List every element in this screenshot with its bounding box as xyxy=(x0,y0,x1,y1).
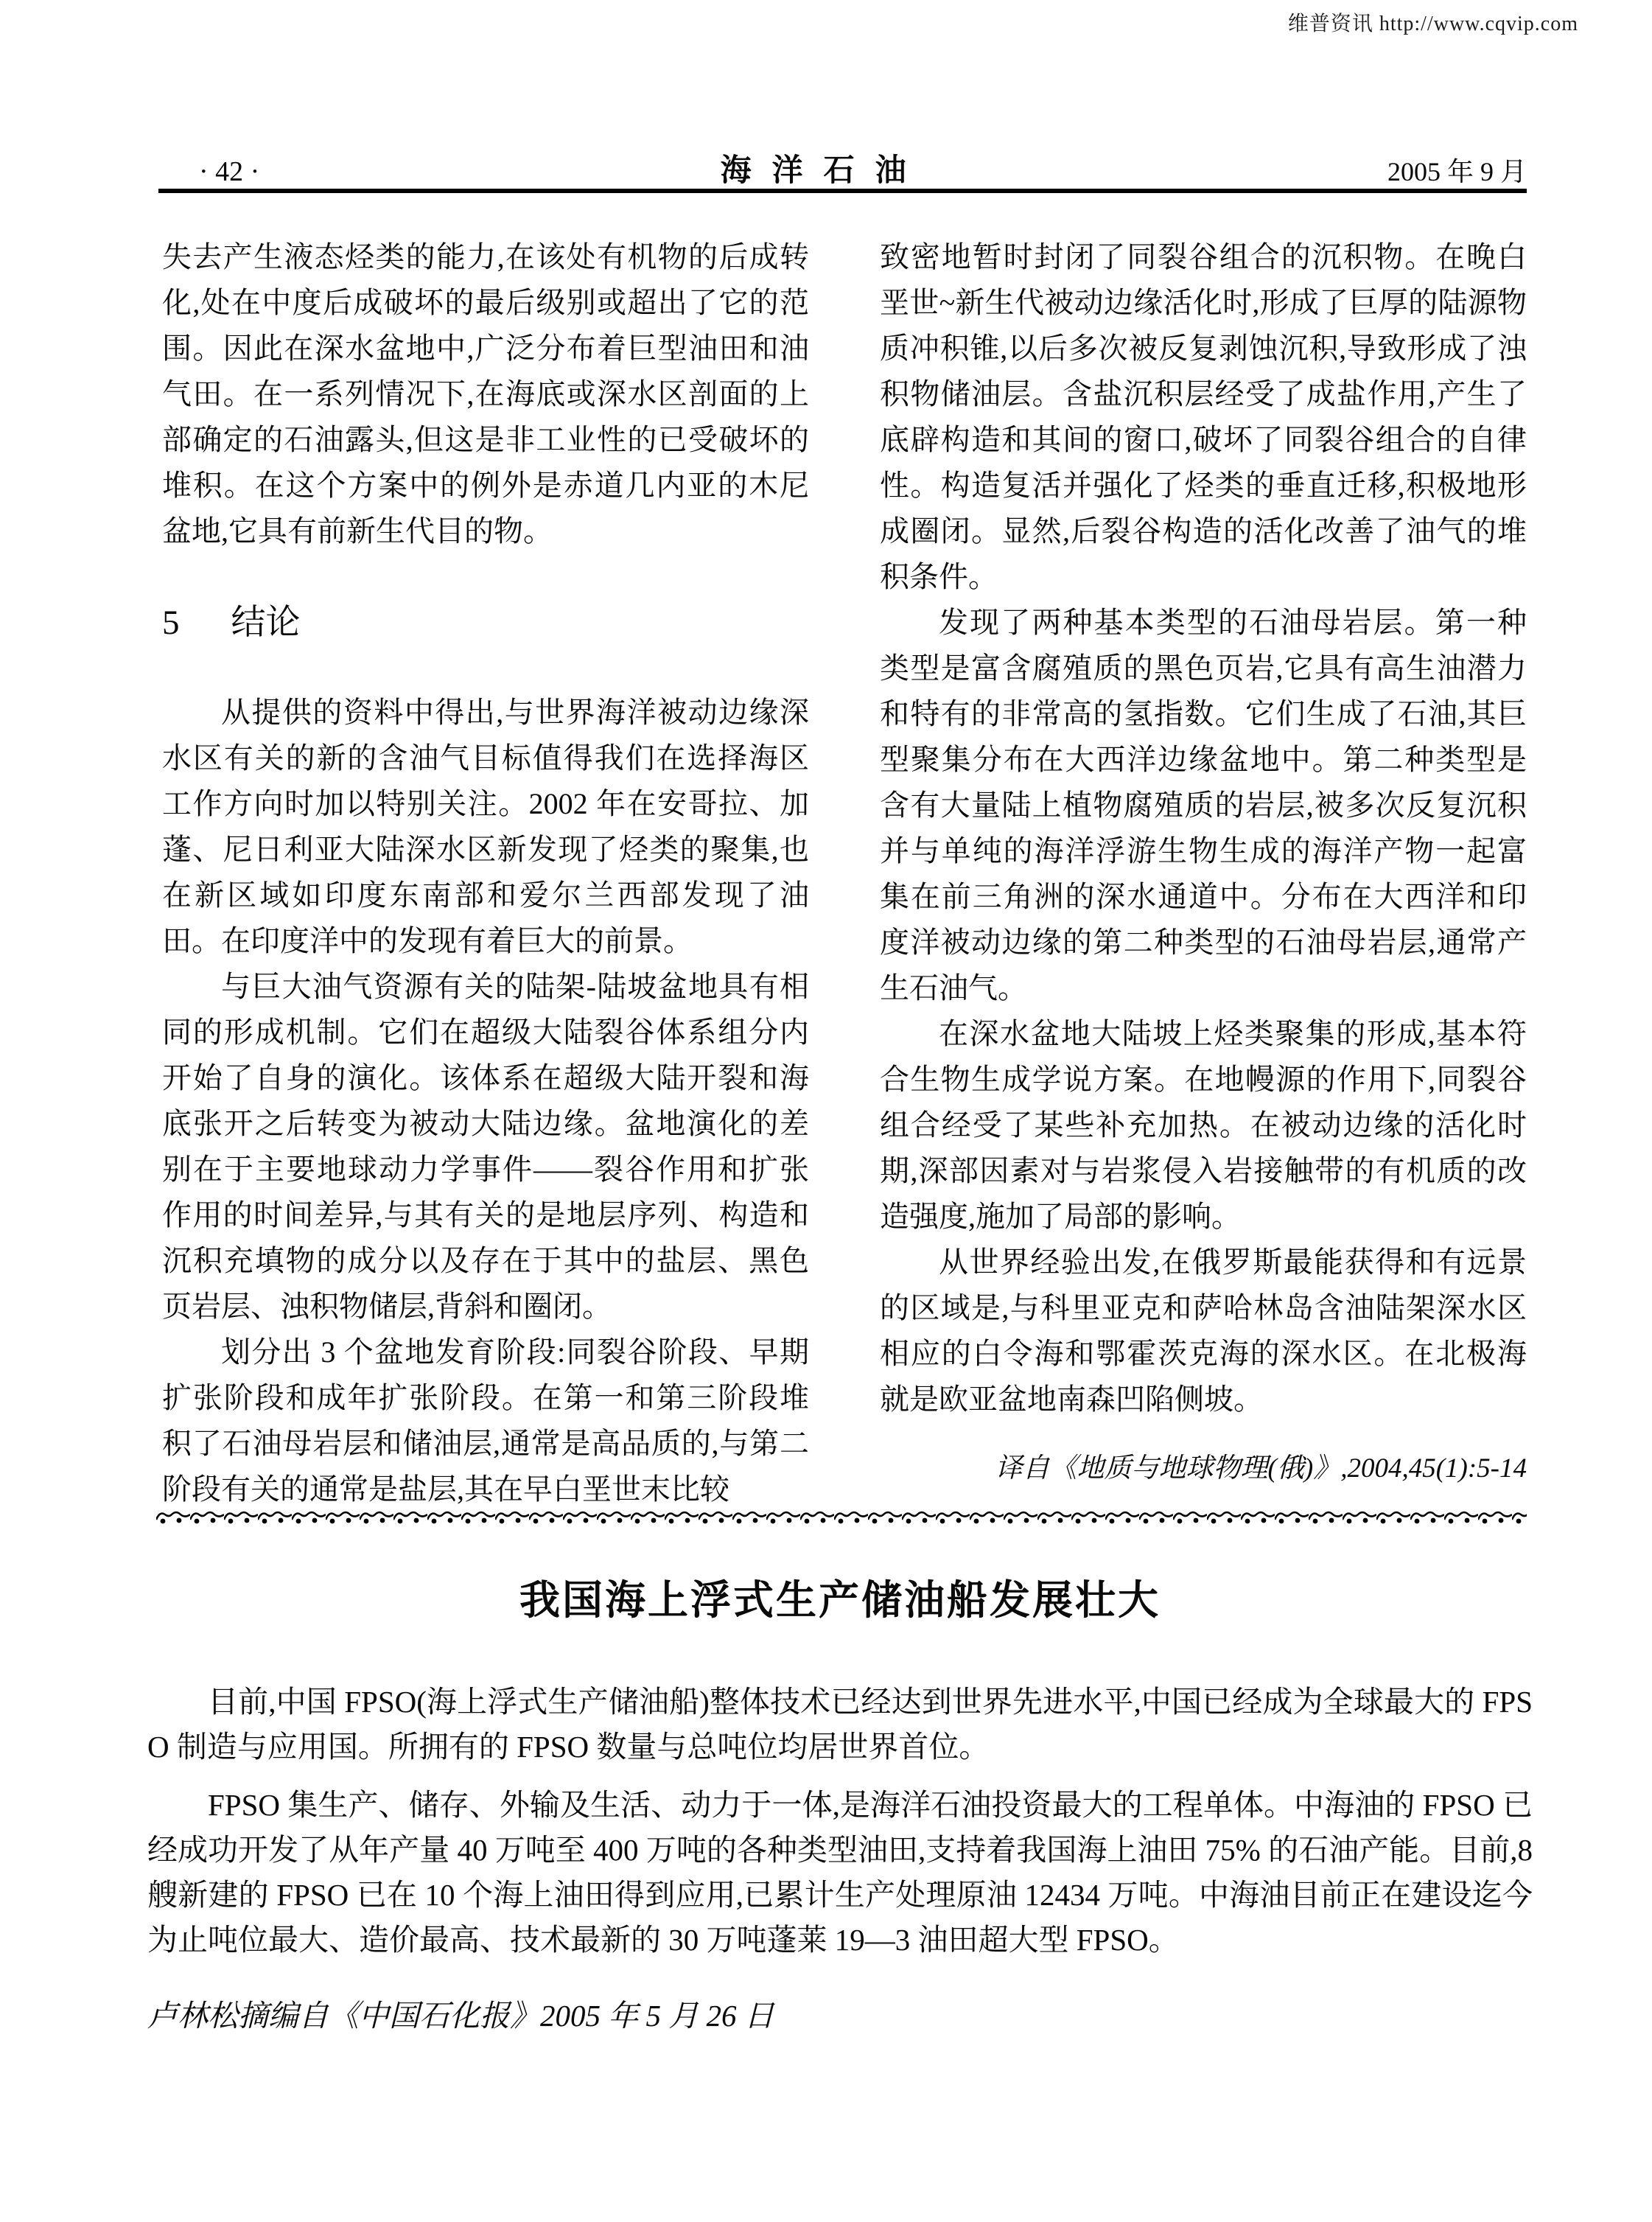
header-rule xyxy=(158,189,1527,193)
section-heading xyxy=(162,597,809,649)
section-title: 结论 xyxy=(231,604,301,642)
page-header xyxy=(158,146,1527,190)
news-paragraph: FPSO 集生产、储存、外输及生活、动力于一体,是海洋石油投资最大的工程单体。中海油的 FPSO 已经成功开发了从年产量 40 万吨至 400 万吨的各种类型油田,支持着我国海上油田 75% 的石油产能。目前,8 艘新建的 FPSO 已在 10 个海上油田得到应用,已累计生产处理原油 12434 万吨。中海油目前正在建设迄今为止吨位最大、造价最高、技术最新的 30 万吨蓬莱 19—3 油田超大型 FPSO。 xyxy=(147,1788,1533,1957)
body-paragraph: 从提供的资料中得出,与世界海洋被动边缘深水区有关的新的含油气目标值得我们在选择海区工作方向时加以特别关注。2002 年在安哥拉、加蓬、尼日利亚大陆深水区新发现了烃类的聚集,也在新区域如印度东南部和爱尔兰西部发现了油田。在印度洋中的发现有着巨大的前景。 xyxy=(162,696,809,957)
left-column xyxy=(162,234,809,1512)
news-title: 我国海上浮式生产储油船发展壮大 xyxy=(519,1577,1161,1623)
section-number: 5 xyxy=(162,604,180,642)
page-number: · 42 · xyxy=(199,156,260,187)
article-body xyxy=(162,234,1527,1512)
body-paragraph: 与巨大油气资源有关的陆架-陆坡盆地具有相同的形成机制。它们在超级大陆裂谷体系组分内开始了自身的演化。该体系在超级大陆开裂和海底张开之后转变为被动大陆边缘。盆地演化的差别在于主要地球动力学事件——裂谷作用和扩张作用的时间差异,与其有关的是地层序列、构造和沉积充填物的成分以及存在于其中的盐层、黑色页岩层、浊积物储层,背斜和圈闭。 xyxy=(162,970,809,1323)
right-column xyxy=(880,234,1527,1512)
news-article xyxy=(147,1573,1533,2038)
body-paragraph: 在深水盆地大陆坡上烃类聚集的形成,基本符合生物生成学说方案。在地幔源的作用下,同裂谷组合经受了某些补充加热。在被动边缘的活化时期,深部因素对与岩浆侵入岩接触带的有机质的改造强度,施加了局部的影响。 xyxy=(880,1017,1527,1233)
body-paragraph: 发现了两种基本类型的石油母岩层。第一种类型是富含腐殖质的黑色页岩,它具有高生油潜力和特有的非常高的氢指数。它们生成了石油,其巨型聚集分布在大西洋边缘盆地中。第二种类型是含有大量陆上植物腐殖质的岩层,被多次反复沉积并与单纯的海洋浮游生物生成的海洋产物一起富集在前三角洲的深水通道中。分布在大西洋和印度洋被动边缘的第二种类型的石油母岩层,通常产生石油气。 xyxy=(880,606,1527,1005)
journal-title: 海洋石油 xyxy=(720,154,927,188)
watermark: 维普资讯 http://www.cqvip.com xyxy=(1287,13,1578,35)
body-paragraph: 划分出 3 个盆地发育阶段:同裂谷阶段、早期扩张阶段和成年扩张阶段。在第一和第三阶段堆积了石油母岩层和储油层,通常是高品质的,与第二阶段有关的通常是盐层,其在早白垩世末比较 xyxy=(162,1335,809,1506)
ornamental-divider xyxy=(156,1508,1527,1530)
body-paragraph: 失去产生液态烃类的能力,在该处有机物的后成转化,处在中度后成破坏的最后级别或超出了它的范围。因此在深水盆地中,广泛分布着巨型油田和油气田。在一系列情况下,在海底或深水区剖面的上部确定的石油露头,但这是非工业性的已受破坏的堆积。在这个方案中的例外是赤道几内亚的木尼盆地,它具有前新生代目的物。 xyxy=(162,240,809,548)
news-paragraph: 目前,中国 FPSO(海上浮式生产储油船)整体技术已经达到世界先进水平,中国已经成为全球最大的 FPSO 制造与应用国。所拥有的 FPSO 数量与总吨位均居世界首位。 xyxy=(147,1685,1533,1764)
issue-date: 2005 年 9 月 xyxy=(1387,157,1527,186)
body-paragraph: 致密地暂时封闭了同裂谷组合的沉积物。在晚白垩世~新生代被动边缘活化时,形成了巨厚的陆源物质冲积锥,以后多次被反复剥蚀沉积,导致形成了浊积物储油层。含盐沉积层经受了成盐作用,产生了底辟构造和其间的窗口,破坏了同裂谷组合的自律性。构造复活并强化了烃类的垂直迁移,积极地形成圈闭。显然,后裂谷构造的活化改善了油气的堆积条件。 xyxy=(880,240,1527,593)
source-attribution: 译自《地质与地球物理(俄)》,2004,45(1):5-14 xyxy=(995,1453,1527,1484)
news-attribution: 卢林松摘编自《中国石化报》2005 年 5 月 26 日 xyxy=(147,1999,774,2033)
body-paragraph: 从世界经验出发,在俄罗斯最能获得和有远景的区域是,与科里亚克和萨哈林岛含油陆架深水区相应的白令海和鄂霍茨克海的深水区。在北极海就是欧亚盆地南森凹陷侧坡。 xyxy=(880,1245,1527,1416)
